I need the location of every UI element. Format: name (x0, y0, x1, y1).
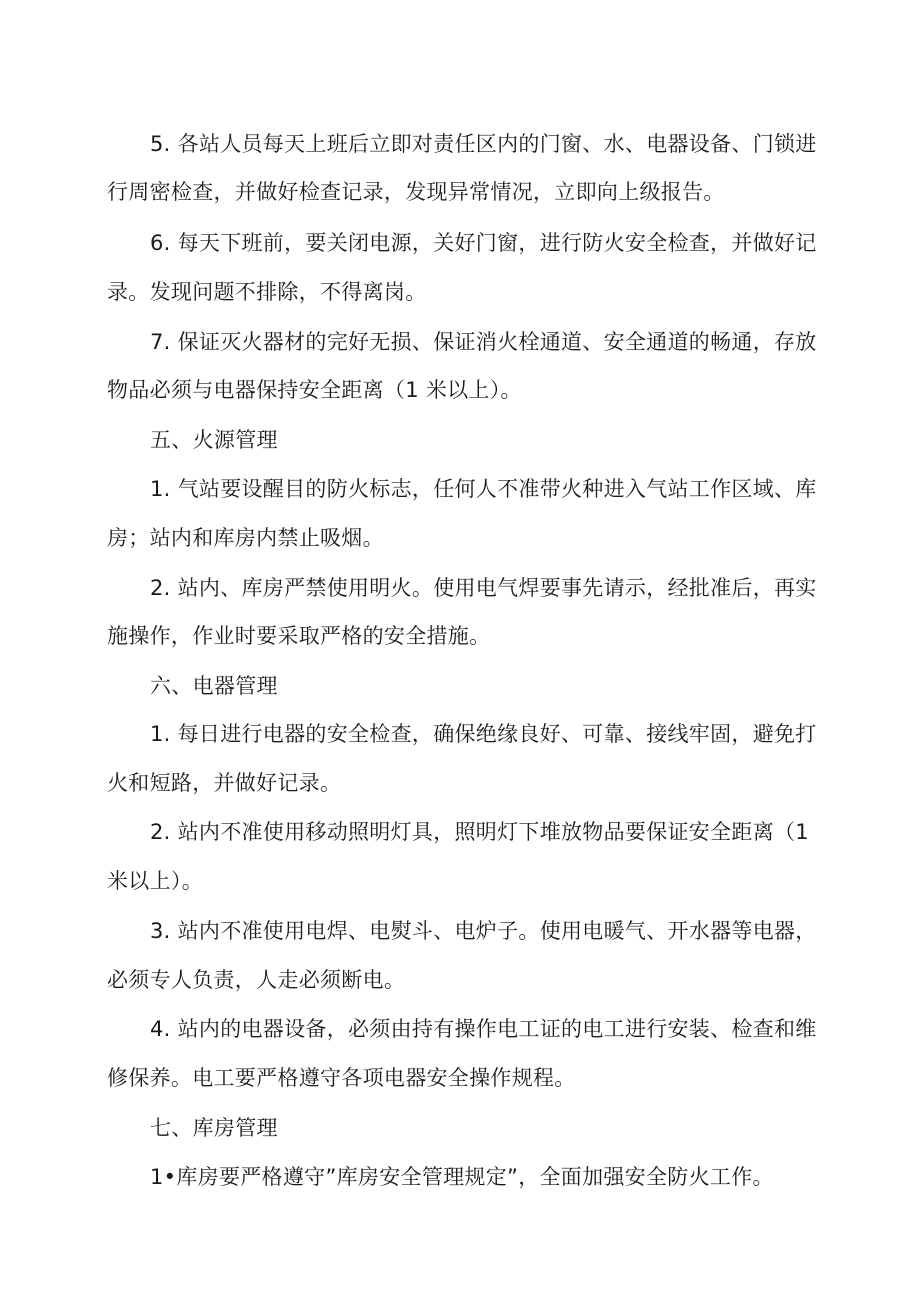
paragraph-line: 行周密检查，并做好检查记录，发现异常情况，立即向上级报告。 (107, 180, 725, 204)
section-heading: 七、库房管理 (150, 1116, 278, 1140)
paragraph-line: 房；站内和库房内禁止吸烟。 (107, 526, 384, 550)
paragraph-line: 1. 气站要设醒目的防火标志，任何人不准带火种进入气站工作区域、库 (150, 477, 817, 501)
paragraph-line: 4. 站内的电器设备，必须由持有操作电工证的电工进行安装、检查和维 (150, 1017, 817, 1041)
paragraph-line: 录。发现问题不排除，不得离岗。 (107, 280, 427, 304)
paragraph-line: 6. 每天下班前，要关闭电源，关好门窗，进行防火安全检查，并做好记 (150, 231, 817, 255)
paragraph-line: 必须专人负责，人走必须断电。 (107, 968, 406, 992)
paragraph-line: 7. 保证灭火器材的完好无损、保证消火栓通道、安全通道的畅通，存放 (150, 330, 817, 354)
paragraph-line: 2. 站内不准使用移动照明灯具，照明灯下堆放物品要保证安全距离（1 (150, 820, 809, 844)
section-heading: 五、火源管理 (150, 428, 278, 452)
paragraph-line: 火和短路，并做好记录。 (107, 771, 342, 795)
section-heading: 六、电器管理 (150, 674, 278, 698)
paragraph-line: 修保养。电工要严格遵守各项电器安全操作规程。 (107, 1066, 576, 1090)
paragraph-line: 3. 站内不准使用电焊、电熨斗、电炉子。使用电暖气、开水器等电器， (150, 919, 817, 943)
paragraph-line: 1. 每日进行电器的安全检查，确保绝缘良好、可靠、接线牢固，避免打 (150, 722, 817, 746)
paragraph-line: 施操作，作业时要采取严格的安全措施。 (107, 624, 491, 648)
paragraph-line: 米以上）。 (107, 869, 203, 893)
paragraph-line: 1•库房要严格遵守”库房安全管理规定”，全面加强安全防火工作。 (150, 1165, 774, 1189)
paragraph-line: 5. 各站人员每天上班后立即对责任区内的门窗、水、电器设备、门锁进 (150, 132, 817, 156)
paragraph-line: 物品必须与电器保持安全距离（1 米以上）。 (107, 378, 522, 402)
paragraph-line: 2. 站内、库房严禁使用明火。使用电气焊要事先请示，经批准后，再实 (150, 576, 817, 600)
